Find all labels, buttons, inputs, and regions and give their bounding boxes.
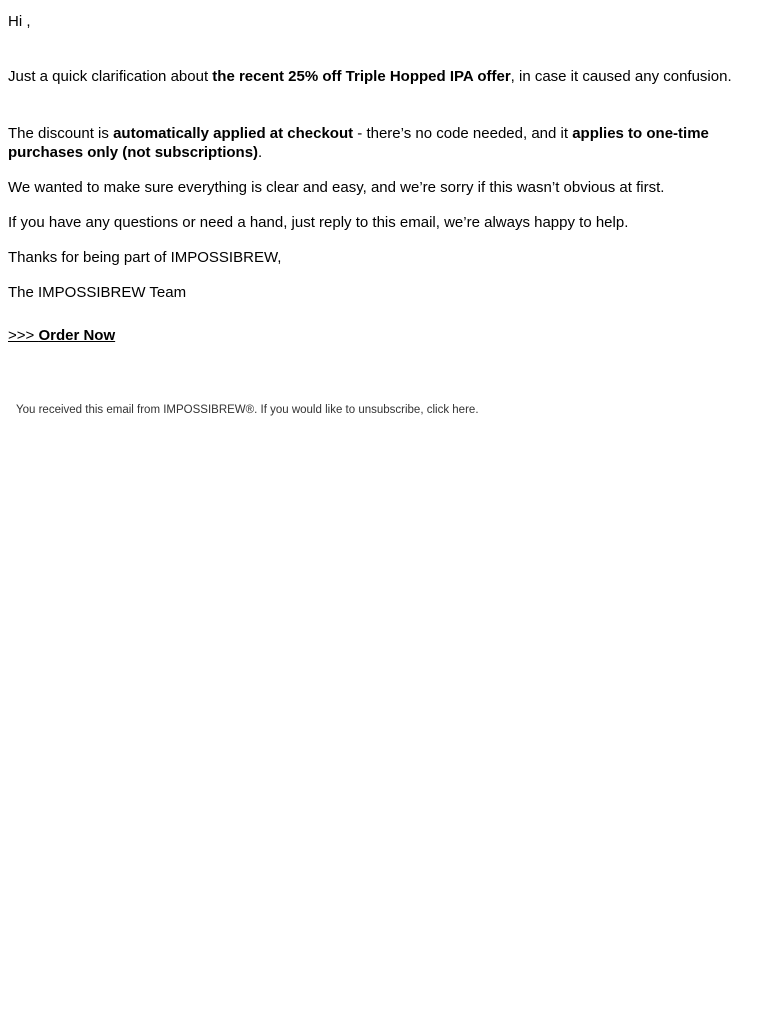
clarity-paragraph: We wanted to make sure everything is clear and easy, and we’re sorry if this wasn’t obvious at first. <box>8 179 665 196</box>
email-body <box>0 0 784 418</box>
order-now-link[interactable] <box>8 327 115 344</box>
help-paragraph: If you have any questions or need a hand, just reply to this email, we’re always happy to help. <box>8 214 629 231</box>
signoff-paragraph: The IMPOSSIBREW Team <box>8 284 187 301</box>
intro-text-after: , in case it caused any confusion. <box>510 68 732 85</box>
discount-bold-checkout: automatically applied at checkout <box>113 125 358 142</box>
cta-label: Order Now <box>38 327 116 344</box>
discount-bold-purchases: applies to one-time purchases only (not subscriptions) <box>8 125 709 161</box>
cta-paragraph <box>8 326 776 345</box>
thanks-paragraph: Thanks for being part of IMPOSSIBREW, <box>8 249 282 266</box>
intro-offer-bold: the recent 25% off Triple Hopped IPA offer <box>212 68 511 85</box>
intro-text-before: Just a quick clarification about <box>8 68 213 85</box>
email-footer <box>8 403 776 418</box>
greeting-text: Hi , <box>8 13 31 30</box>
intro-paragraph <box>8 67 776 86</box>
cta-arrows: >>> <box>8 327 39 344</box>
greeting-line <box>8 12 776 31</box>
discount-text-after: . <box>258 144 263 161</box>
footer-text-before: You received this email from IMPOSSIBREW®. If you would like to unsubscribe, click <box>16 404 453 416</box>
footer-text-after: . <box>475 404 479 416</box>
discount-paragraph <box>8 124 776 162</box>
discount-text-middle: - there’s no code needed, and it <box>357 125 573 142</box>
discount-text-before: The discount is <box>8 125 114 142</box>
unsubscribe-link[interactable]: here <box>452 404 476 416</box>
